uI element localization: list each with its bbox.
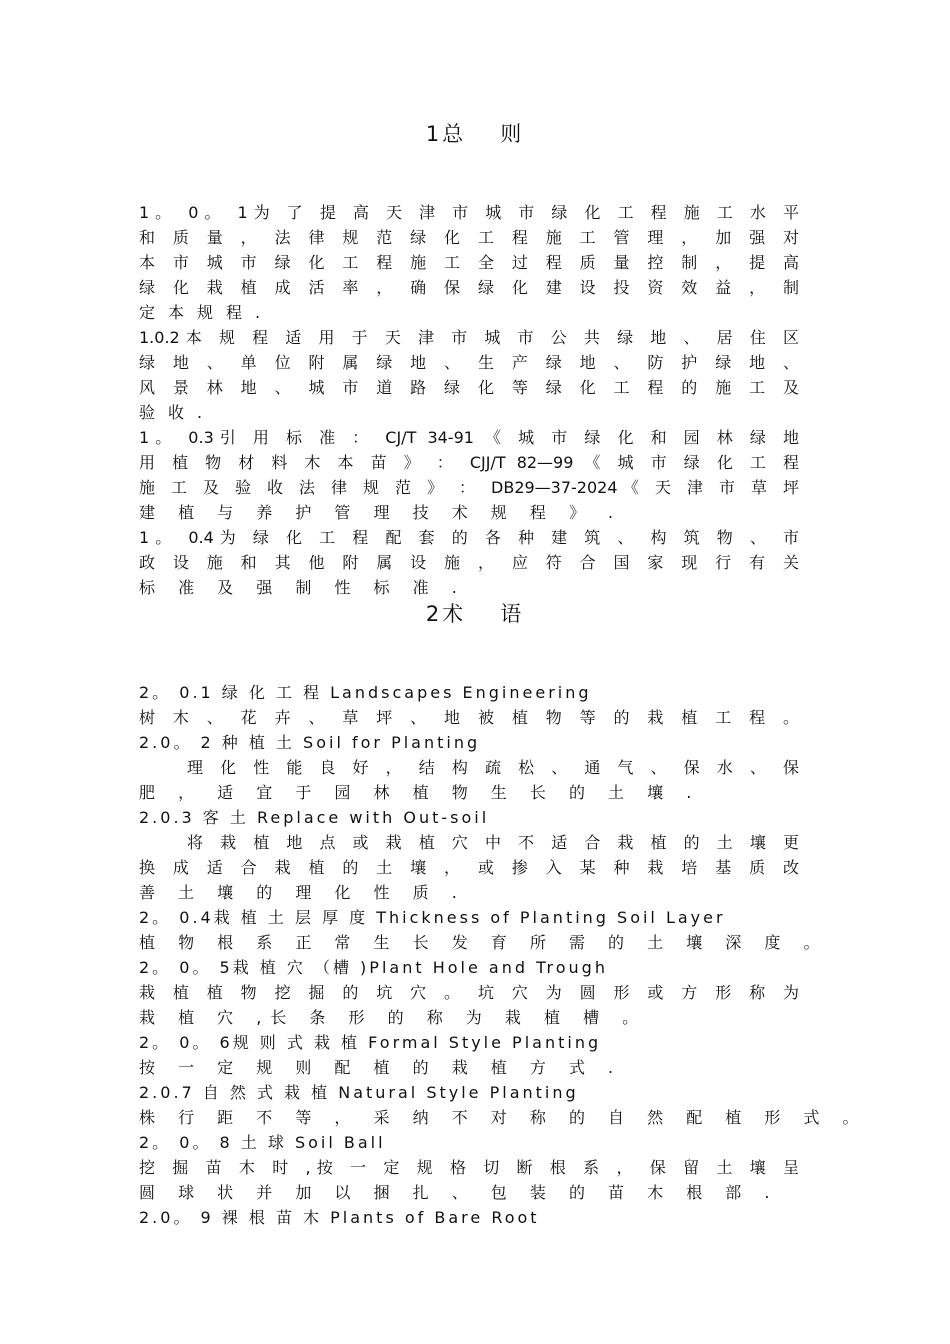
term-2-0-6-title: 2。 0。 6规 则 式 栽 植 Formal Style Planting [139,1033,602,1052]
term-2-0-8-definition: 挖 掘 苗 木 时 ,按 一 定 规 格 切 断 根 系 ， 保 留 土 壤 呈 [139,1158,799,1177]
clause-1-0-4-line: 政 设 施 和 其 他 附 属 设 施 ， 应 符 合 国 家 现 行 有 关 [139,553,799,572]
clause-1-0-4-line: 1。 0.4为 绿 化 工 程 配 套 的 各 种 建 筑 、 构 筑 物 、 市 [139,528,799,547]
term-2-0-3-definition: 换 成 适 合 栽 植 的 土 壤 ， 或 掺 入 某 种 栽 培 基 质 改 [139,858,799,877]
term-2-0-4-title: 2。 0.4栽 植 土 层 厚 度 Thickness of Planting Soil Layer [139,908,726,927]
term-2-0-4-definition: 植 物 根 系 正 常 生 长 发 育 所 需 的 土 壤 深 度 。 [139,933,829,952]
term-2-0-5-definition: 栽 植 穴 ,长 条 形 的 称 为 栽 植 槽 。 [139,1008,648,1027]
term-2-0-8-title: 2。 0。 8 土 球 Soil Ball [139,1133,386,1152]
section-1-heading [0,118,950,148]
clause-1-0-3-line: 1。 0.3引 用 标 准 ： CJ/T 34-91 《 城 市 绿 化 和 园 林 绿 地 [139,428,799,447]
clause-1-0-3-line: 用 植 物 材 料 木 本 苗 》 ： CJJ/T 82—99 《 城 市 绿 化 工 程 [139,453,799,472]
term-2-0-5-definition: 栽 植 植 物 挖 掘 的 坑 穴 。 坑 穴 为 圆 形 或 方 形 称 为 [139,983,799,1002]
clause-1-0-3-line: 施 工 及 验 收 法 律 规 范 》 ： DB29—37-2024《 天 津 市 草 坪 [139,478,799,497]
clause-1-0-1-line: 本 市 城 市 绿 化 工 程 施 工 全 过 程 质 量 控 制 ， 提 高 [139,253,799,272]
term-2-0-3-title: 2.0.3 客 土 Replace with Out-soil [139,808,490,827]
term-2-0-2-definition: 理 化 性 能 良 好 ， 结 构 疏 松 、 通 气 、 保 水 、 保 [187,758,799,777]
term-2-0-7-title: 2.0.7 自 然 式 栽 植 Natural Style Planting [139,1083,579,1102]
section-2-heading [0,598,950,628]
clause-1-0-1-line: 1。 0。 1为 了 提 高 天 津 市 城 市 绿 化 工 程 施 工 水 平 [139,203,799,222]
term-2-0-9-title: 2.0。 9 裸 根 苗 木 Plants of Bare Root [139,1208,540,1227]
term-2-0-6-definition: 按 一 定 规 则 配 植 的 栽 植 方 式 . [139,1058,623,1077]
term-2-0-1-definition: 树 木 、 花 卉 、 草 坪 、 地 被 植 物 等 的 栽 植 工 程 。 [139,708,799,727]
term-2-0-2-title: 2.0。 2 种 植 土 Soil for Planting [139,733,481,752]
term-2-0-7-definition: 株 行 距 不 等 ， 采 纳 不 对 称 的 自 然 配 植 形 式 。 [139,1108,868,1127]
clause-1-0-2-line: 1.0.2本 规 程 适 用 于 天 津 市 城 市 公 共 绿 地 、 居 住 区 [139,328,799,347]
section-2-heading-number: 2术 [425,602,467,626]
clause-1-0-1-line: 定本规程. [139,303,274,322]
section-1-heading-word: 则 [500,122,525,146]
term-2-0-5-title: 2。 0。 5栽 植 穴 （槽 )Plant Hole and Trough [139,958,608,977]
clause-1-0-1-line: 和 质 量 ， 法 律 规 范 绿 化 工 程 施 工 管 理 ， 加 强 对 [139,228,799,247]
section-1-heading-number: 1总 [425,122,467,146]
section-2-heading-word: 语 [500,602,525,626]
clause-1-0-2-line: 绿 地 、 单 位 附 属 绿 地 、 生 产 绿 地 、 防 护 绿 地 、 [139,353,799,372]
term-2-0-8-definition: 圆 球 状 并 加 以 捆 扎 、 包 装 的 苗 木 根 部 . [139,1183,779,1202]
clause-1-0-4-line: 标 准 及 强 制 性 标 准 . [139,578,466,597]
term-2-0-3-definition: 将 栽 植 地 点 或 栽 植 穴 中 不 适 合 栽 植 的 土 壤 更 [187,833,799,852]
term-2-0-3-definition: 善 土 壤 的 理 化 性 质 . [139,883,466,902]
term-2-0-2-definition: 肥 ， 适 宜 于 园 林 植 物 生 长 的 土 壤 . [139,783,701,802]
clause-1-0-2-line: 风 景 林 地 、 城 市 道 路 绿 化 等 绿 化 工 程 的 施 工 及 [139,378,799,397]
clause-1-0-2-line: 验收. [139,403,216,422]
clause-1-0-3-line: 建 植 与 养 护 管 理 技 术 规 程 》 . [139,503,623,522]
clause-1-0-1-line: 绿 化 栽 植 成 活 率 ， 确 保 绿 化 建 设 投 资 效 益 ， 制 [139,278,799,297]
term-2-0-1-title: 2。 0.1 绿 化 工 程 Landscapes Engineering [139,683,592,702]
